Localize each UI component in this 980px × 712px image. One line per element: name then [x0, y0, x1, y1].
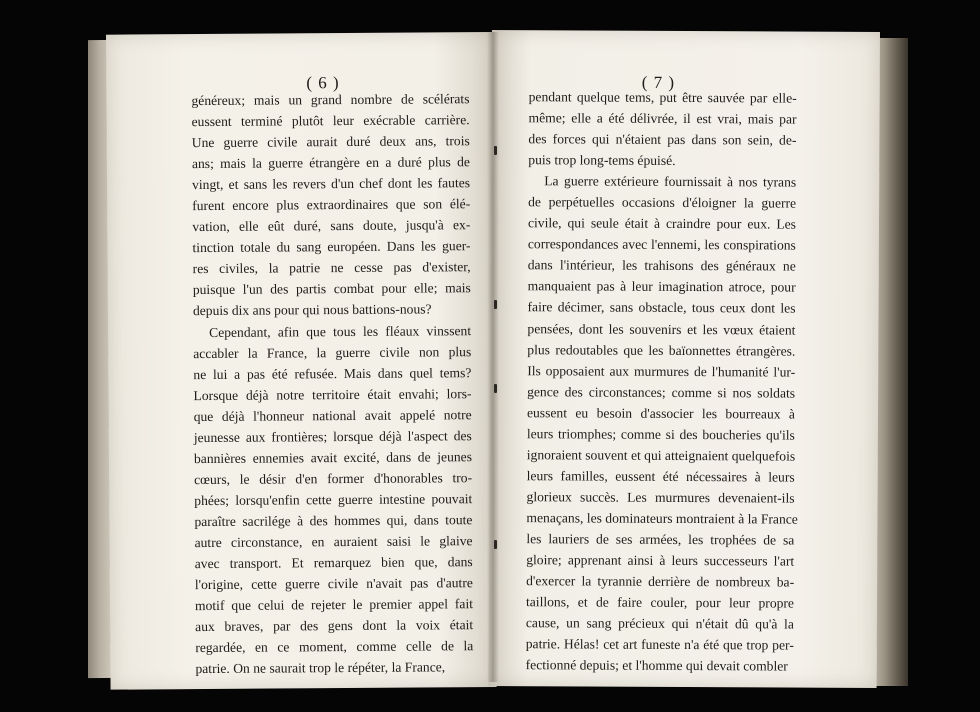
- text-line: patrie. On ne saurait trop le répéter, la France,: [195, 659, 446, 677]
- text-line: gloire; apprenant ainsi à leurs successeurs l'art: [526, 552, 795, 569]
- text-line: vation, elle eût duré, sans doute, jusqu'à ex-: [192, 217, 471, 235]
- text-line: pensées, dont les souvenirs et les vœux étaient: [527, 320, 796, 338]
- text-line: Lorsque déjà notre territoire était envahi; lors-: [193, 385, 472, 403]
- text-line: autre circonstance, en auraient saisi le glaive: [194, 533, 473, 551]
- book-gutter: [487, 32, 499, 682]
- text-line: puis trop long-tems épuisé.: [528, 152, 676, 169]
- text-line: dans l'intérieur, les trahisons des généraux ne: [527, 257, 796, 274]
- text-line: furent encore plus extraordinaires que son élé-: [192, 196, 471, 214]
- text-line: Ils opposaient aux murmures de l'humanité l'ur-: [527, 362, 796, 380]
- right-page-number: ( 7 ): [641, 72, 676, 92]
- text-line: regardée, en ce moment, comme celle de la: [195, 638, 474, 656]
- text-line: accabler la France, la guerre civile non plus: [193, 343, 472, 361]
- text-line: glorieux succès. Les murmures devenaient-ils: [526, 489, 795, 506]
- text-line: l'origine, cette guerre civile n'avait pas d'autre: [194, 575, 473, 593]
- text-line: cause, un sang précieux qui n'était dû qu'à la: [525, 615, 794, 632]
- text-line: fectionné depuis; et l'homme qui devait combler: [525, 657, 788, 674]
- text-line: paraître sacrilége à des hommes qui, dans toute: [194, 512, 473, 530]
- text-line: res civiles, la patrie ne cesse pas d'exister,: [192, 259, 471, 277]
- left-page: [106, 32, 497, 690]
- text-line: phées; lorsqu'enfin cette guerre intestine pouvait: [194, 491, 473, 508]
- text-line: faire décimer, sans obstacle, tous ceux dont les: [527, 299, 796, 317]
- text-line: pendant quelque tems, put être sauvée par elle-: [528, 89, 797, 106]
- text-line: menaçans, les dominateurs montraient à la France: [526, 510, 798, 527]
- text-line: ans; mais la guerre étrangère en a duré plus de: [191, 154, 470, 172]
- text-line: patrie. Hélas! cet art funeste n'a été que trop per-: [525, 636, 794, 653]
- text-line: Une guerre civile aurait duré deux ans, trois: [191, 133, 470, 151]
- text-line: manquaient pas à leur imagination atroce, pour: [527, 278, 796, 296]
- text-line: tinction totale du sang européen. Dans les guer-: [192, 238, 471, 256]
- text-line: civile, qui seule était à craindre pour eux. Les: [527, 215, 797, 232]
- left-page-text: [191, 88, 473, 679]
- left-page-number: ( 6 ): [306, 73, 340, 93]
- text-line: La guerre extérieure fournissait à nos tyrans: [544, 173, 797, 190]
- text-line: des forces qui n'étaient pas dans son sein, de-: [528, 131, 797, 148]
- text-line: jeunesse aux frontières; lorsque déjà l'aspect des: [193, 427, 472, 445]
- text-line: plus redoutables que les baïonnettes étrangères.: [527, 341, 796, 359]
- text-line: leurs familles, eussent été nécessaires à leurs: [526, 468, 795, 485]
- text-line: leurs triomphes; comme si des boucheries qu'ils: [526, 425, 795, 443]
- text-line: ignoraient souvent et qui atteignaient quelquefois: [526, 446, 796, 464]
- text-line: eussent eu besoin d'associer les bourreaux à: [526, 404, 796, 422]
- text-line: vingt, et sans les revers d'un chef dont les fautes: [192, 175, 471, 193]
- binding-stitch: [494, 146, 497, 155]
- text-line: ne lui a pas été refusée. Mais dans quel tems?: [193, 364, 472, 382]
- text-line: correspondances avec l'ennemi, les conspirations: [527, 236, 796, 253]
- text-line: puisque l'un des partis combat pour elle; mais: [192, 280, 471, 298]
- text-line: avec transport. Et remarquez bien que, dans: [194, 554, 473, 572]
- right-page-text: [526, 86, 797, 677]
- text-line: généreux; mais un grand nombre de scélérats: [191, 91, 470, 109]
- text-line: cœurs, le désir d'en former d'honorables tro-: [194, 469, 473, 487]
- text-line: d'exercer la tyrannie derrière de nombreux ba-: [526, 573, 795, 590]
- text-line: gence des circonstances; comme si nos soldats: [527, 383, 796, 401]
- text-line: de perpétuelles occasions d'éloigner la guerre: [528, 194, 797, 211]
- text-line: eussent terminé plutôt leur exécrable carrière.: [191, 112, 470, 130]
- text-line: bannières ennemies avait excité, dans de jeunes: [193, 448, 473, 466]
- binding-stitch: [494, 384, 497, 393]
- text-line: même; elle a été délivrée, il est vrai, mais par: [528, 110, 797, 127]
- text-line: taillons, et de faire couler, pour leur propre: [525, 594, 795, 611]
- right-page: [489, 30, 880, 688]
- text-line: motif que celui de rejeter le premier appel fait: [194, 596, 474, 614]
- binding-stitch: [494, 300, 497, 309]
- text-line: que déjà l'honneur national avait appelé notre: [193, 406, 472, 424]
- text-line: les lauriers de ses armées, les trophées de sa: [526, 531, 795, 548]
- text-line: depuis dix ans pour qui nous battions-nous?: [192, 301, 432, 319]
- binding-stitch: [494, 540, 497, 549]
- text-line: Cependant, afin que tous les fléaux vinssent: [209, 322, 472, 340]
- text-line: aux braves, par des gens dont la voix était: [195, 617, 474, 635]
